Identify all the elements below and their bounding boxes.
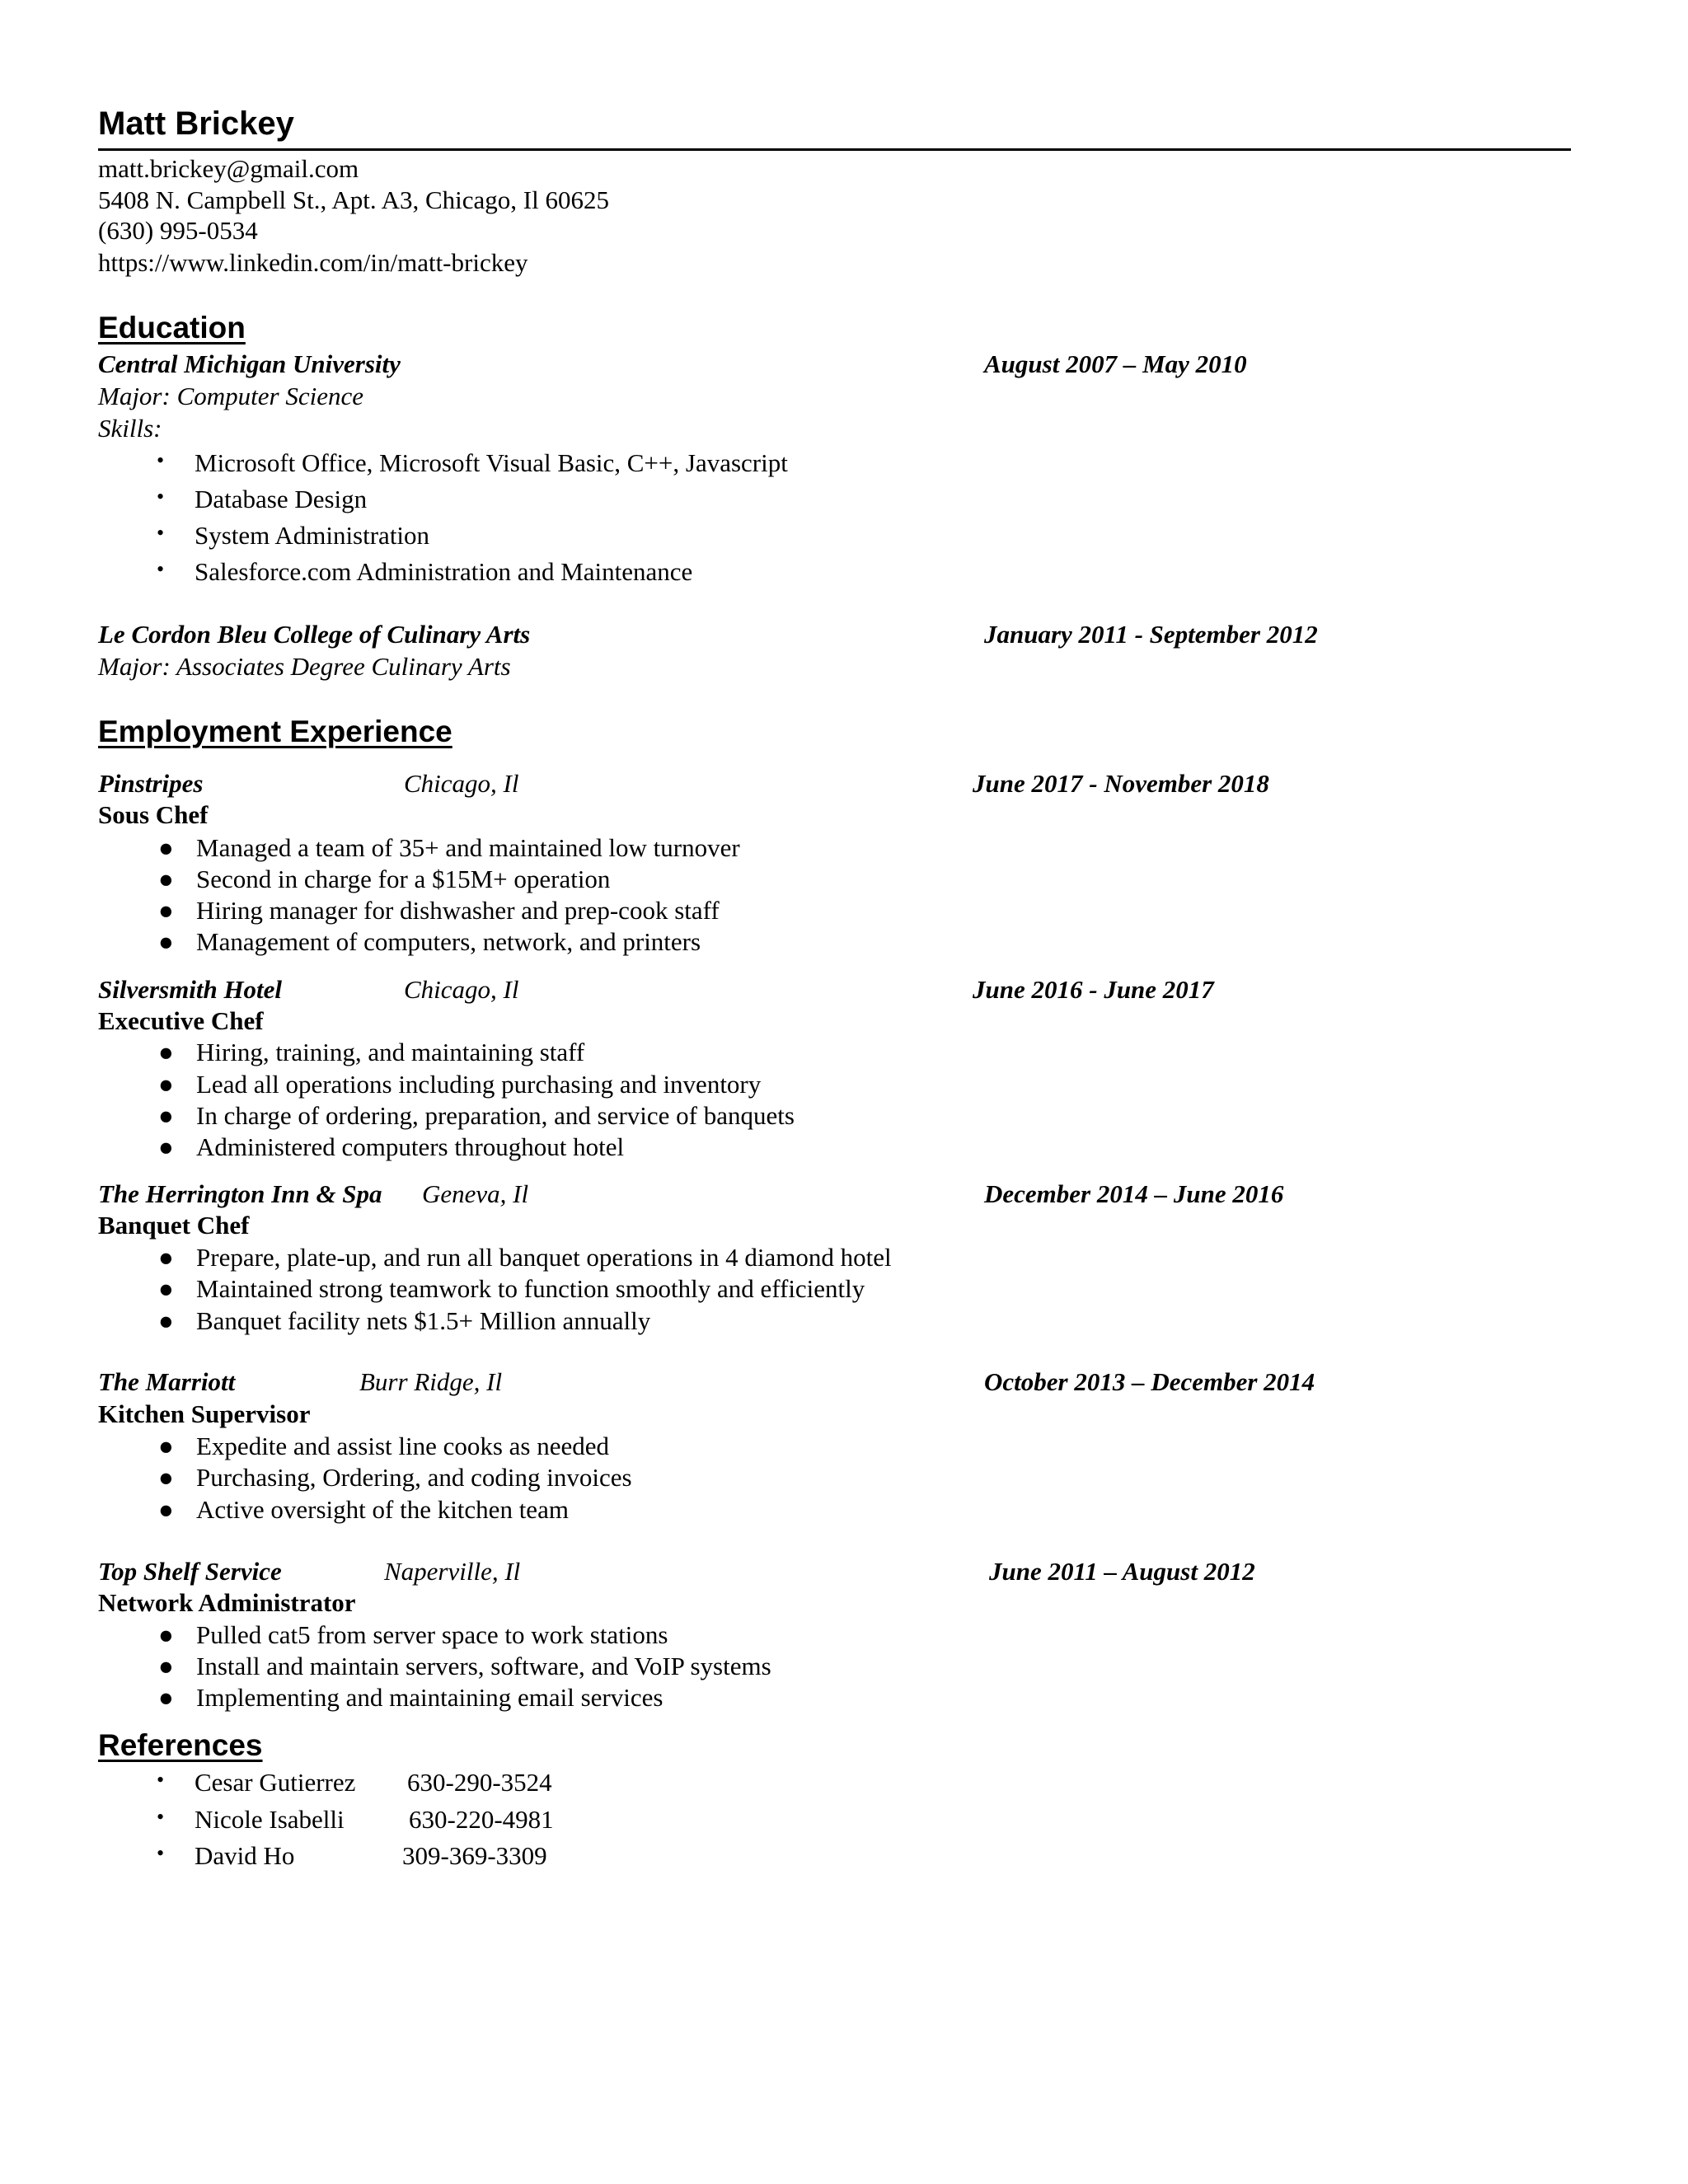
linkedin-url: https://www.linkedin.com/in/matt-brickey xyxy=(98,248,528,277)
school-name: Le Cordon Bleu College of Culinary Arts xyxy=(98,620,531,649)
address: 5408 N. Campbell St., Apt. A3, Chicago, Il 60625 xyxy=(98,185,609,214)
job-title: Sous Chef xyxy=(98,800,209,829)
skills-label: Skills: xyxy=(98,414,162,443)
phone: (630) 995-0534 xyxy=(98,216,258,245)
bullet-icon: ● xyxy=(158,927,174,956)
bullet-icon: ● xyxy=(158,1132,174,1161)
school-major: Major: Computer Science xyxy=(98,382,363,410)
bullet-text: Pulled cat5 from server space to work stations xyxy=(196,1620,668,1649)
company-name: Top Shelf Service xyxy=(98,1557,282,1586)
bullet-icon: • xyxy=(157,1768,165,1792)
bullet-text: In charge of ordering, preparation, and service of banquets xyxy=(196,1101,795,1130)
bullet-text: Active oversight of the kitchen team xyxy=(196,1495,569,1524)
school-major: Major: Associates Degree Culinary Arts xyxy=(98,652,511,681)
job-dates: June 2017 - November 2018 xyxy=(973,769,1269,798)
bullet-icon: • xyxy=(157,448,165,472)
header-divider xyxy=(98,148,1571,151)
candidate-name: Matt Brickey xyxy=(98,105,294,142)
company-name: Silversmith Hotel xyxy=(98,975,283,1004)
company-name: The Marriott xyxy=(98,1367,236,1396)
job-dates: December 2014 – June 2016 xyxy=(984,1179,1284,1208)
skill-text: Salesforce.com Administration and Maintenance xyxy=(195,557,693,586)
bullet-text: Hiring, training, and maintaining staff xyxy=(196,1038,585,1066)
bullet-icon: ● xyxy=(158,1070,174,1099)
bullet-text: Hiring manager for dishwasher and prep-cook staff xyxy=(196,896,720,925)
bullet-icon: • xyxy=(157,521,165,545)
bullet-text: Install and maintain servers, software, and VoIP systems xyxy=(196,1652,771,1680)
bullet-icon: • xyxy=(157,485,165,509)
school-dates: January 2011 - September 2012 xyxy=(984,620,1318,649)
job-dates: June 2011 – August 2012 xyxy=(989,1557,1255,1586)
bullet-icon: ● xyxy=(158,833,174,862)
bullet-icon: ● xyxy=(158,865,174,893)
job-title: Banquet Chef xyxy=(98,1211,250,1240)
education-heading: Education xyxy=(98,311,246,344)
reference-phone: 630-220-4981 xyxy=(409,1805,554,1834)
email: matt.brickey@gmail.com xyxy=(98,154,359,183)
bullet-text: Prepare, plate-up, and run all banquet operations in 4 diamond hotel xyxy=(196,1243,892,1272)
job-location: Chicago, Il xyxy=(404,769,519,798)
company-name: The Herrington Inn & Spa xyxy=(98,1179,382,1208)
reference-name: Nicole Isabelli xyxy=(195,1805,345,1834)
job-dates: June 2016 - June 2017 xyxy=(973,975,1214,1004)
school-dates: August 2007 – May 2010 xyxy=(984,349,1247,378)
bullet-text: Expedite and assist line cooks as needed xyxy=(196,1432,610,1460)
skill-text: System Administration xyxy=(195,521,430,550)
job-title: Executive Chef xyxy=(98,1006,264,1035)
job-location: Burr Ridge, Il xyxy=(359,1367,503,1396)
reference-name: David Ho xyxy=(195,1841,295,1870)
job-location: Chicago, Il xyxy=(404,975,519,1004)
bullet-text: Second in charge for a $15M+ operation xyxy=(196,865,611,893)
reference-phone: 309-369-3309 xyxy=(402,1841,547,1870)
bullet-text: Managed a team of 35+ and maintained low turnover xyxy=(196,833,740,862)
job-title: Kitchen Supervisor xyxy=(98,1399,311,1428)
job-title: Network Administrator xyxy=(98,1588,356,1617)
job-location: Naperville, Il xyxy=(384,1557,521,1586)
bullet-icon: ● xyxy=(158,1274,174,1303)
bullet-icon: ● xyxy=(158,1620,174,1649)
bullet-text: Implementing and maintaining email services xyxy=(196,1683,663,1712)
references-heading: References xyxy=(98,1728,263,1762)
bullet-icon: ● xyxy=(158,1432,174,1460)
job-location: Geneva, Il xyxy=(422,1179,529,1208)
bullet-text: Purchasing, Ordering, and coding invoices xyxy=(196,1463,632,1492)
bullet-icon: ● xyxy=(158,1101,174,1130)
bullet-icon: ● xyxy=(158,1463,174,1492)
reference-name: Cesar Gutierrez xyxy=(195,1768,356,1797)
bullet-icon: • xyxy=(157,1841,165,1865)
bullet-icon: • xyxy=(157,557,165,581)
reference-phone: 630-290-3524 xyxy=(407,1768,552,1797)
bullet-icon: ● xyxy=(158,1495,174,1524)
employment-heading: Employment Experience xyxy=(98,715,452,748)
bullet-text: Management of computers, network, and printers xyxy=(196,927,701,956)
bullet-text: Banquet facility nets $1.5+ Million annually xyxy=(196,1306,651,1335)
bullet-text: Administered computers throughout hotel xyxy=(196,1132,625,1161)
school-name: Central Michigan University xyxy=(98,349,401,378)
company-name: Pinstripes xyxy=(98,769,204,798)
bullet-text: Lead all operations including purchasing and inventory xyxy=(196,1070,762,1099)
bullet-icon: ● xyxy=(158,896,174,925)
bullet-text: Maintained strong teamwork to function smoothly and efficiently xyxy=(196,1274,865,1303)
skill-text: Database Design xyxy=(195,485,368,513)
bullet-icon: ● xyxy=(158,1243,174,1272)
bullet-icon: ● xyxy=(158,1683,174,1712)
bullet-icon: • xyxy=(157,1805,165,1829)
bullet-icon: ● xyxy=(158,1306,174,1335)
skill-text: Microsoft Office, Microsoft Visual Basic, C++, Javascript xyxy=(195,448,788,477)
bullet-icon: ● xyxy=(158,1652,174,1680)
bullet-icon: ● xyxy=(158,1038,174,1066)
job-dates: October 2013 – December 2014 xyxy=(984,1367,1315,1396)
